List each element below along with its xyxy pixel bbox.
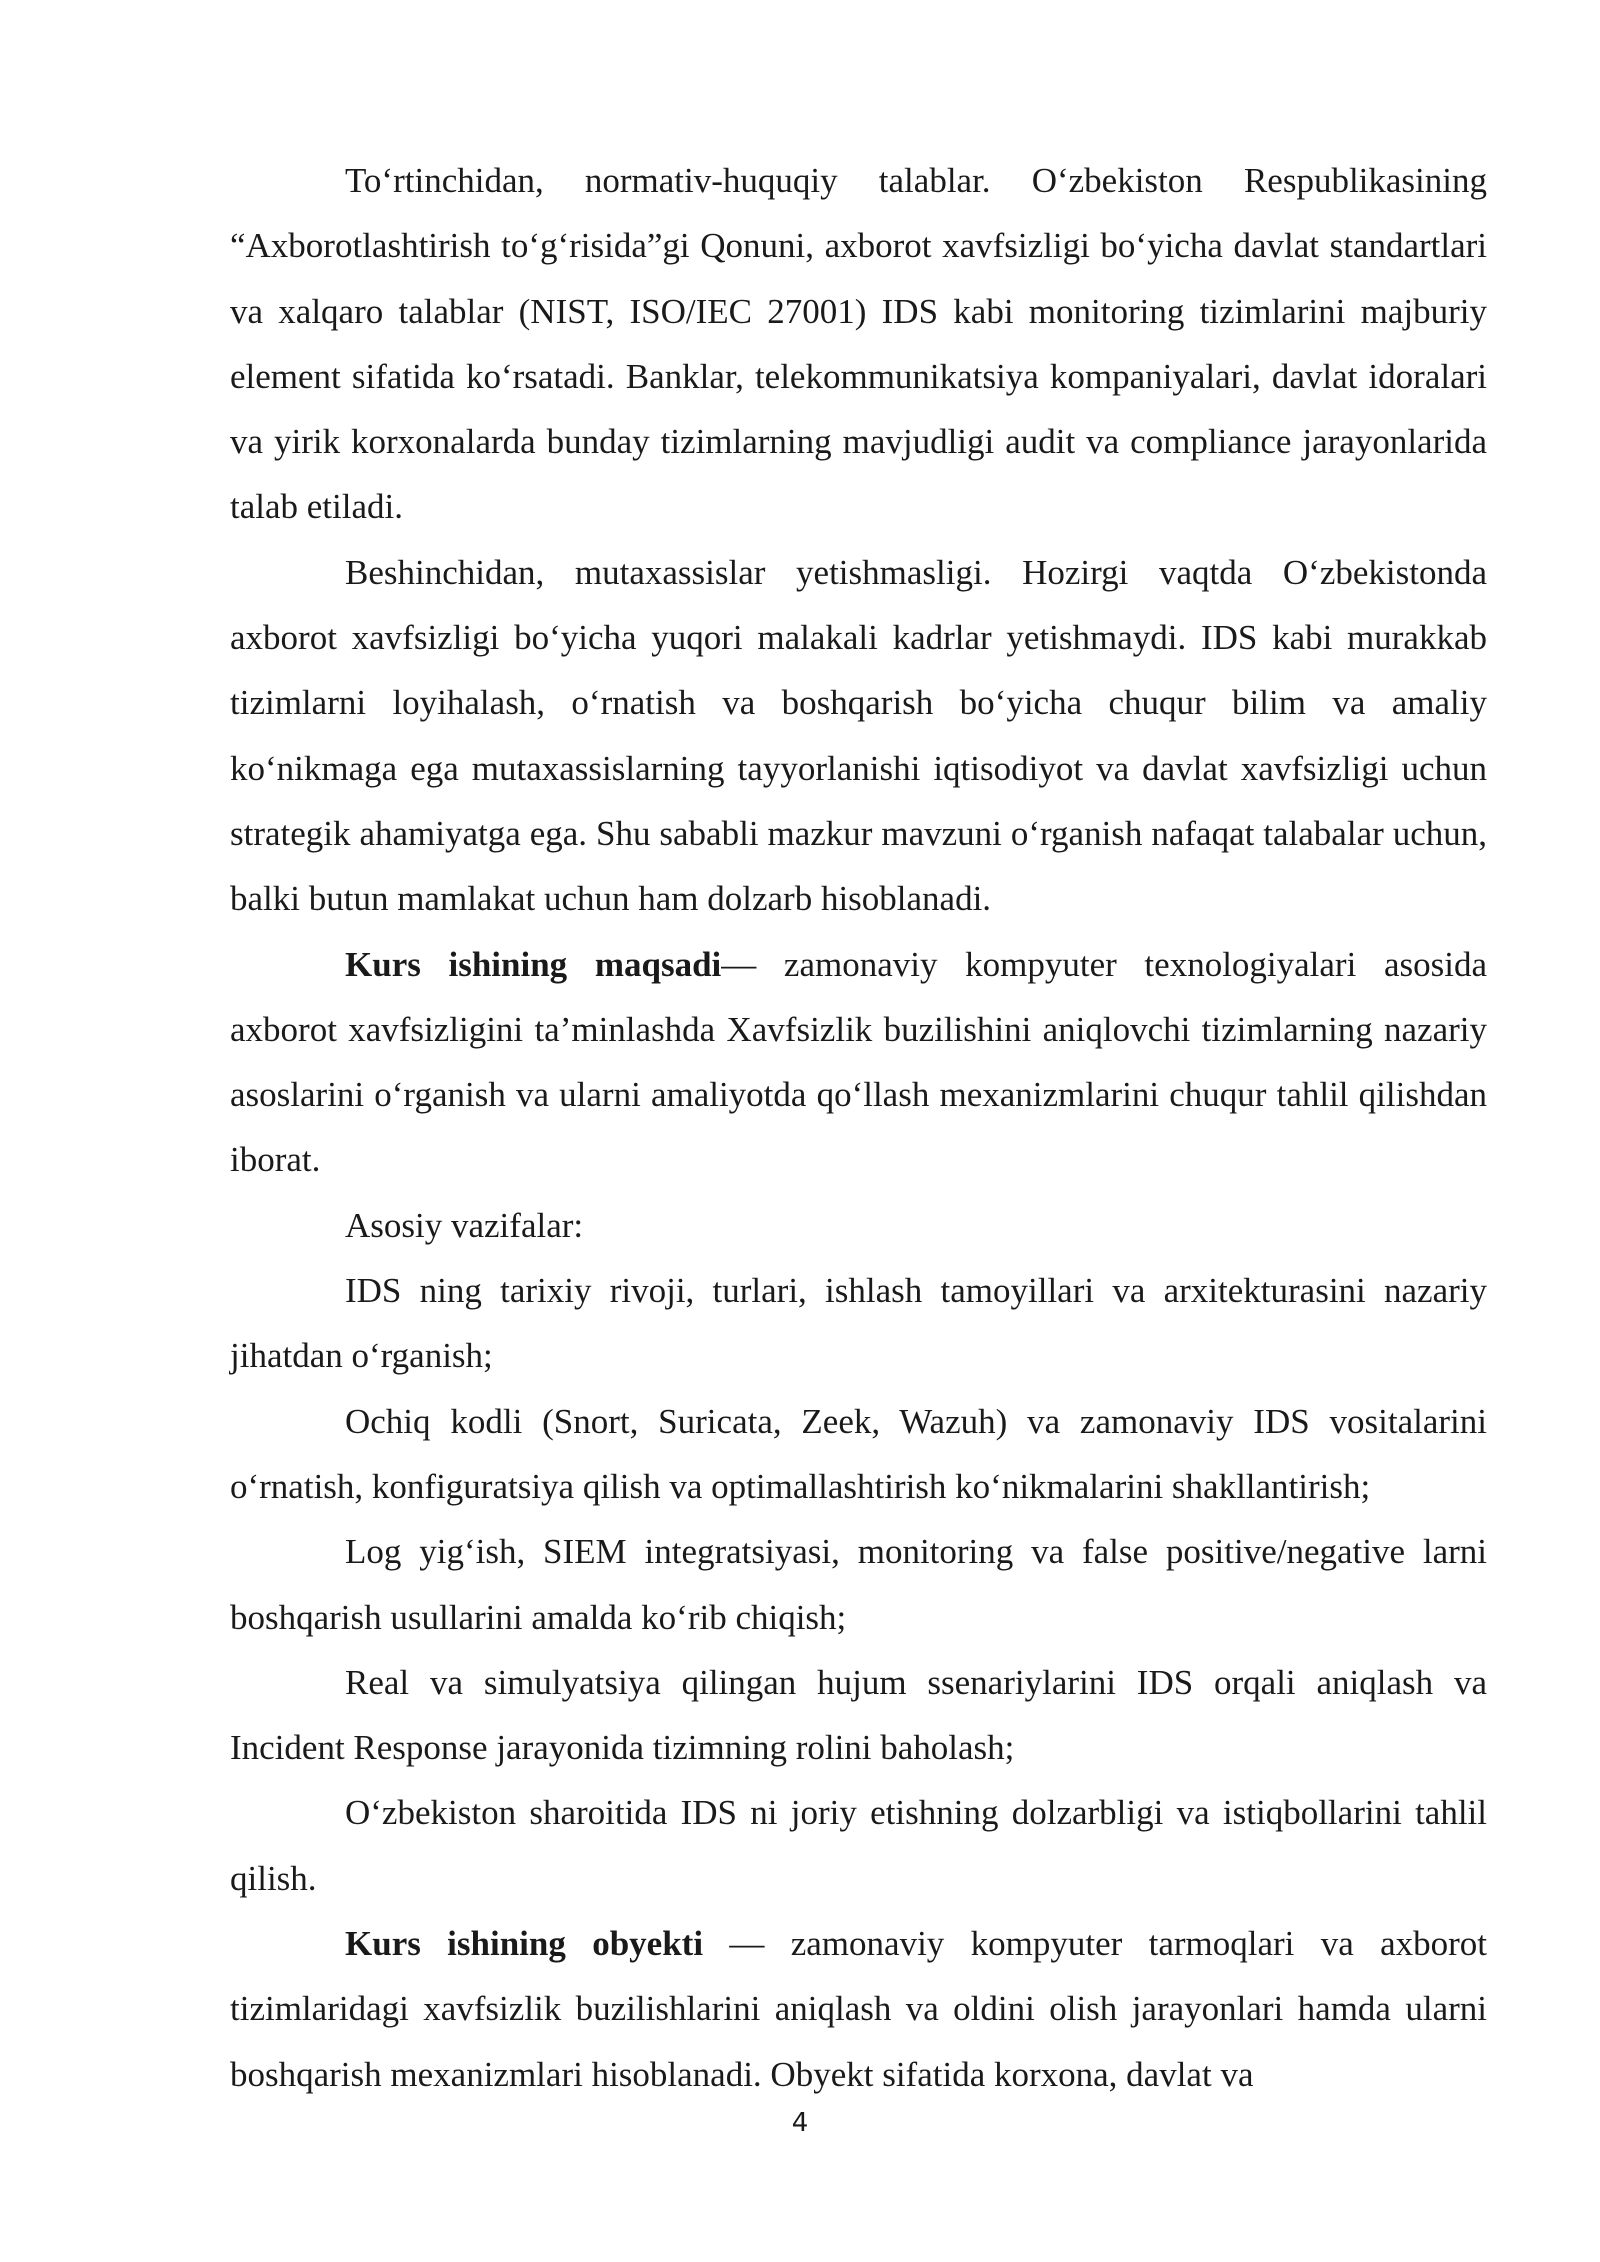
course-goal-heading: Kurs ishining maqsadi	[345, 944, 722, 984]
paragraph-text: Beshinchidan, mutaxassislar yetishmasligi. Hozirgi vaqtda O‘zbekistonda axborot xavfsizligi bo‘yicha yuqori malakali kadrlar yetishmaydi. IDS kabi murakkab tizimlarni loyihalash, o‘rnatish va boshqarish bo‘yicha chuqur bilim va amaliy ko‘nikmaga ega mutaxassislarning tayyorlanishi iqtisodiyot va davlat xavfsizligi uchun strategik ahamiyatga ega. Shu sababli mazkur mavzuni o‘rganish nafaqat talabalar uchun, balki butun mamlakat uchun ham dolzarb hisoblanadi.	[230, 552, 1487, 919]
paragraph-main-tasks-heading	[230, 1193, 1487, 1258]
task-item	[230, 1258, 1487, 1389]
paragraph-text: — zamonaviy kompyuter tarmoqlari va axborot tizimlaridagi xavfsizlik buzilishlarini aniqlash va oldini olish jarayonlari hamda ularni boshqarish mexanizmlari hisoblanadi. Obyekt sifatida korxona, davlat va	[230, 1924, 1487, 2094]
task-item	[230, 1780, 1487, 1911]
paragraph-text: Ochiq kodli (Snort, Suricata, Zeek, Wazuh) va zamonaviy IDS vositalarini o‘rnatish, konfiguratsiya qilish va optimallashtirish ko‘nikmalarini shakllantirish;	[230, 1401, 1487, 1506]
paragraph-text: Asosiy vazifalar:	[345, 1205, 584, 1245]
paragraph-text: O‘zbekiston sharoitida IDS ni joriy etishning dolzarbligi va istiqbollarini tahlil qilish.	[230, 1793, 1487, 1898]
paragraph-text: Log yig‘ish, SIEM integratsiyasi, monitoring va false positive/negative larni boshqarish usullarini amalda ko‘rib chiqish;	[230, 1532, 1487, 1637]
task-item	[230, 1650, 1487, 1781]
paragraph-text: IDS ning tarixiy rivoji, turlari, ishlash tamoyillari va arxitekturasini nazariy jihatdan o‘rganish;	[230, 1271, 1487, 1376]
paragraph-normative-requirements	[230, 148, 1487, 540]
paragraph-course-object	[230, 1911, 1487, 2107]
page-body	[230, 148, 1487, 2107]
page-number: 4	[791, 2108, 809, 2138]
task-item	[230, 1389, 1487, 1520]
paragraph-course-goal	[230, 932, 1487, 1193]
paragraph-text: Real va simulyatsiya qilingan hujum ssenariylarini IDS orqali aniqlash va Incident Response jarayonida tizimning rolini baholash;	[230, 1662, 1487, 1768]
paragraph-specialist-shortage	[230, 540, 1487, 932]
paragraph-text: To‘rtinchidan, normativ-huquqiy talablar. O‘zbekiston Respublikasining “Axborotlashtirish to‘g‘risida”gi Qonuni, axborot xavfsizligi bo‘yicha davlat standartlari va xalqaro talablar (NIST, ISO/IEC 27001) IDS kabi monitoring tizimlarini majburiy element sifatida ko‘rsatadi. Banklar, telekommunikatsiya kompaniyalari, davlat idoralari va yirik korxonalarda bunday tizimlarning mavjudligi audit va compliance jarayonlarida talab etiladi.	[230, 161, 1487, 527]
task-item	[230, 1519, 1487, 1650]
paragraph-text: — zamonaviy kompyuter texnologiyalari asosida axborot xavfsizligini ta’minlashda Xavfsizlik buzilishini aniqlovchi tizimlarning nazariy asoslarini o‘rganish va ularni amaliyotda qo‘llash mexanizmlarini chuqur tahlil qilishdan iborat.	[230, 944, 1488, 1180]
course-object-heading: Kurs ishining obyekti	[345, 1924, 704, 1964]
